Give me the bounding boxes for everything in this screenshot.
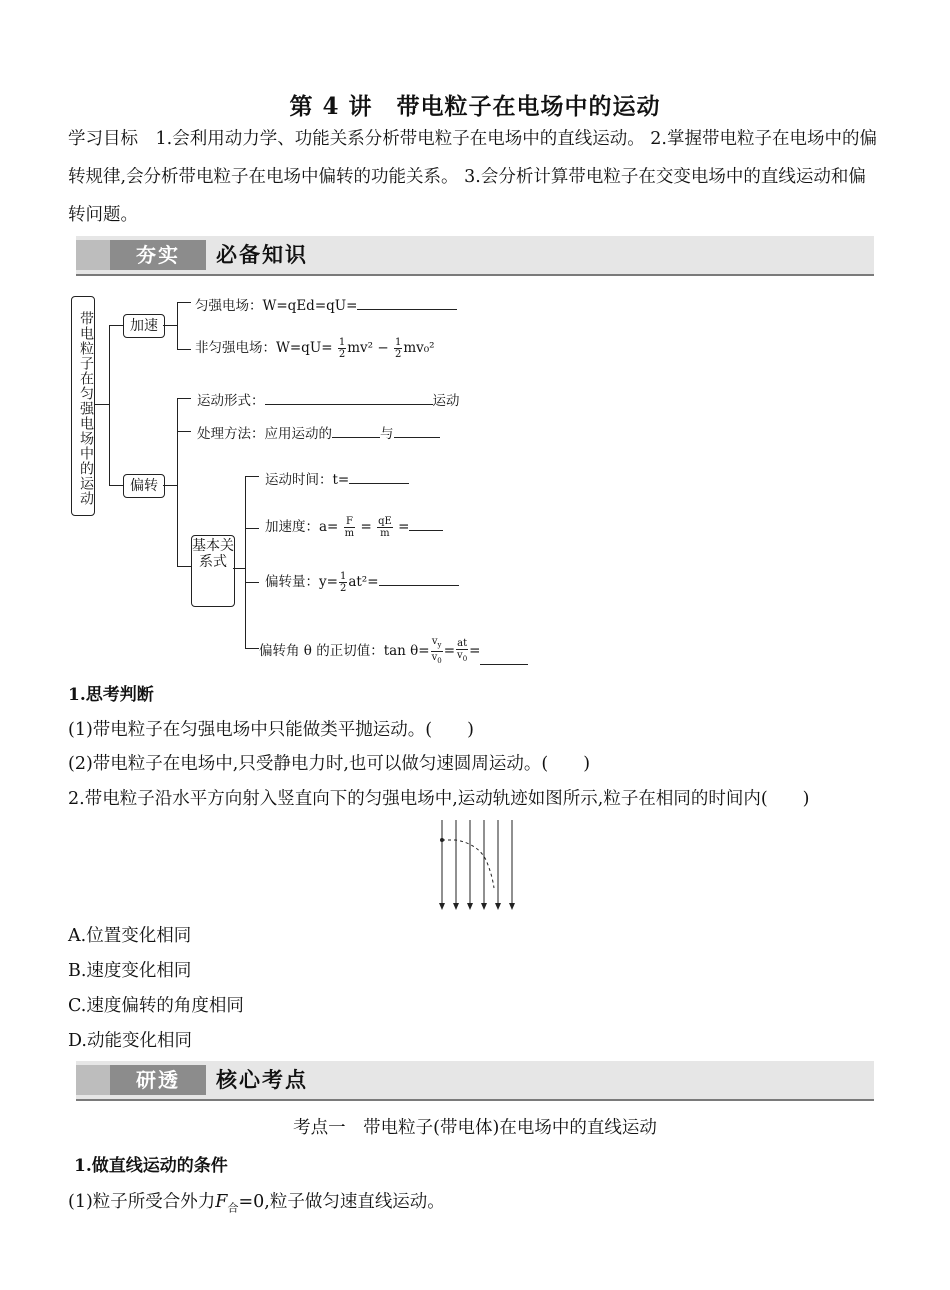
- relation-tan: 偏转角 θ 的正切值：tan θ= $\frac{v_y}{v_0}$ = $\frac{at}{v_0}$ =: [259, 636, 528, 667]
- goals-label: 学习目标: [68, 129, 138, 149]
- option-d: D.动能变化相同: [68, 1031, 192, 1051]
- option-a: A.位置变化相同: [68, 926, 192, 946]
- relation-disp: 偏转量：y= $\frac{1}{2}$ at²=: [265, 570, 459, 594]
- section-name: 核心考点: [216, 1067, 308, 1092]
- section-name: 必备知识: [216, 242, 308, 267]
- q1-title: 1.思考判断: [68, 685, 154, 705]
- point1-title: 考点一 带电粒子(带电体)在电场中的直线运动: [293, 1118, 657, 1138]
- section-banner-core: [76, 1061, 874, 1101]
- accel-nonuniform: 非匀强电场：W=qU= $\frac{1}{2}$ mv² − $\frac{1}{2}$ mv₀²: [195, 337, 435, 360]
- relation-time: 运动时间：t=: [265, 468, 409, 488]
- relation-acc: 加速度：a= $\frac{F}{m}$ = $\frac{qE}{m}$ =: [265, 515, 443, 539]
- option-c: C.速度偏转的角度相同: [68, 996, 244, 1016]
- basic-relations: 基本关系式: [191, 535, 235, 607]
- deflect-form: 运动形式： 运动: [197, 393, 460, 409]
- branch-accel: 加速: [123, 314, 165, 338]
- section-tag: 研透: [110, 1065, 206, 1095]
- branch-deflect: 偏转: [123, 474, 165, 498]
- q1-item-b: (2)带电粒子在电场中,只受静电力时,也可以做匀速圆周运动。( ): [68, 754, 591, 774]
- point1-line1: (1)粒子所受合外力$F_合=0$,粒子做匀速直线运动。: [68, 1192, 445, 1215]
- option-b: B.速度变化相同: [68, 961, 192, 981]
- point1-sub: 1.做直线运动的条件: [74, 1156, 228, 1176]
- field-trajectory-figure: [430, 818, 530, 913]
- q1-item-a: (1)带电粒子在匀强电场中只能做类平抛运动。( ): [68, 720, 474, 740]
- q2-stem: 2.带电粒子沿水平方向射入竖直向下的匀强电场中,运动轨迹如图所示,粒子在相同的时间内( ): [68, 789, 810, 809]
- accel-uniform: 匀强电场：W=qEd=qU=: [195, 294, 457, 314]
- deflect-method: 处理方法：应用运动的 与: [197, 422, 440, 442]
- page-title: 第 4 讲 带电粒子在电场中的运动: [289, 93, 661, 120]
- section-tag: 夯实: [110, 240, 206, 270]
- goals-text: 1.会利用动力学、功能关系分析带电粒子在电场中的直线运动。 2.掌握带电粒子在电场中的偏转规律,会分析带电粒子在电场中偏转的功能关系。 3.会分析计算带电粒子在交变电场中的直线运动和偏转问题。: [68, 129, 877, 225]
- mindmap-root: 带电粒子在匀强电场中的运动: [71, 296, 95, 516]
